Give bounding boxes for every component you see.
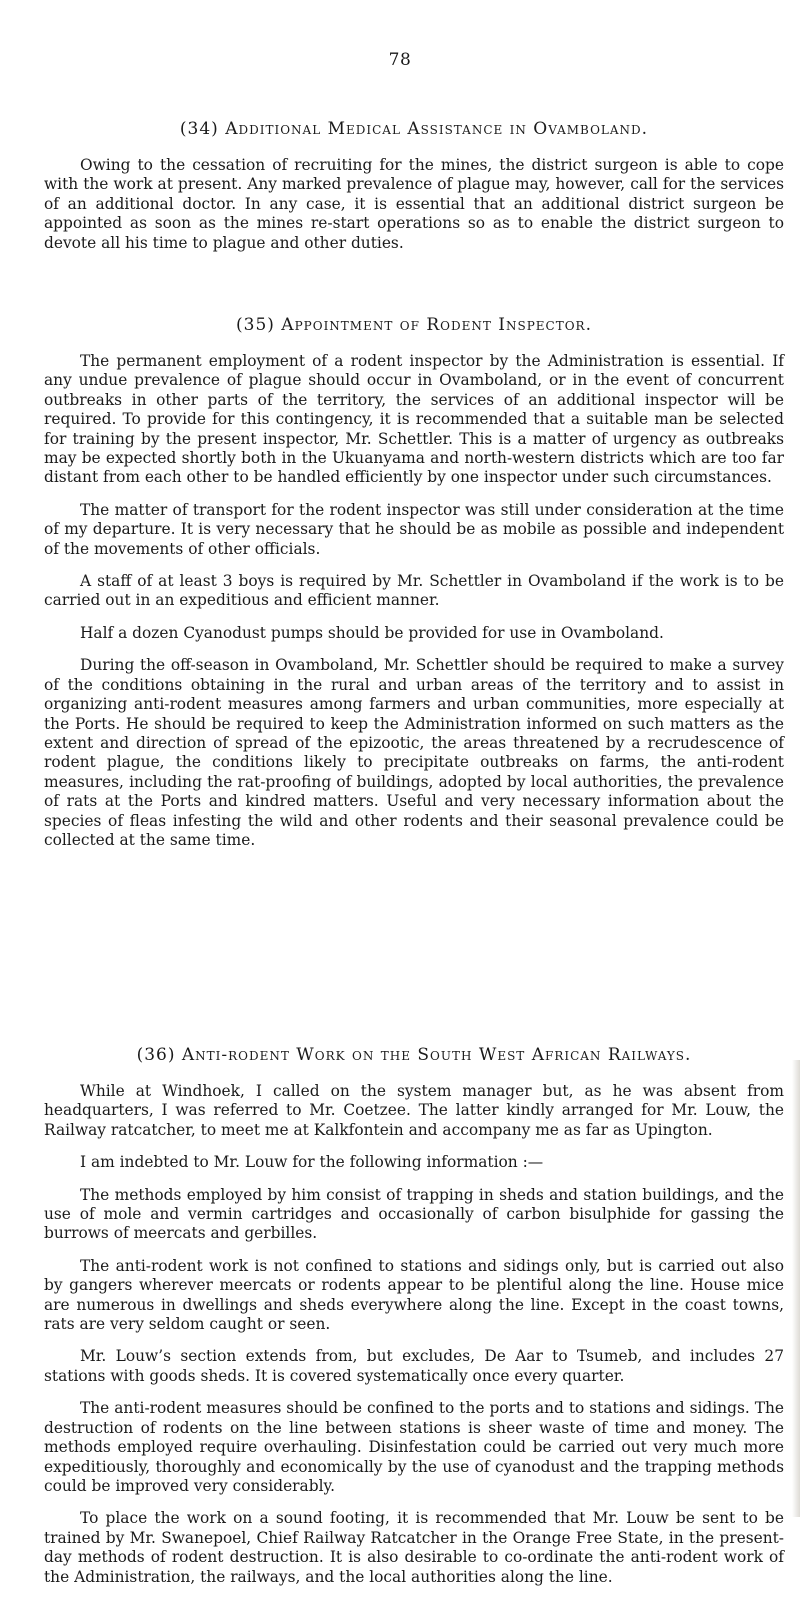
paragraph: While at Windhoek, I called on the system manager but, as he was absent from headquarters, I was referred to Mr. Coetzee. The latter kindly arranged for Mr. Louw, the Railway ratcatcher, to meet me at Kalkfontein and accompany me as far as Upington. (44, 1082, 784, 1139)
section-heading: (34) Additional Medical Assistance in Ovamboland. (179, 119, 649, 139)
section-35 (44, 314, 784, 863)
paragraph: The permanent employment of a rodent inspector by the Administration is essential. If any undue prevalence of plague should occur in Ovamboland, or in the event of concurrent outbreaks in other parts of the territory, the services of an additional inspector will be required. To provide for this contingency, it is recommended that a suitable man be selected for training by the present inspector, Mr. Schettler. This is a matter of urgency as outbreaks may be expected shortly both in the Ukuanyama and north-western districts which are too far distant from each other to be handled efficiently by one inspector under such circumstances. (44, 352, 784, 487)
paragraph: A staff of at least 3 boys is required by Mr. Schettler in Ovamboland if the work is to be carried out in an expeditious and efficient manner. (44, 572, 784, 610)
page-edge-shadow (792, 1060, 800, 1517)
paragraph: During the off-season in Ovamboland, Mr. Schettler should be required to make a survey of the conditions obtaining in the rural and urban areas of the territory and to assist in organizing anti-rodent measures among farmers and urban communities, more especially at the Ports. He should be required to keep the Administration informed on such matters as the extent and direction of spread of the epizootic, the areas threatened by a recrudescence of rodent plague, the conditions likely to precipitate outbreaks on farms, the anti-rodent measures, including the rat-proofing of buildings, adopted by local authorities, the prevalence of rats at the Ports and kindred matters. Useful and very necessary information about the species of fleas infesting the wild and other rodents and their seasonal prevalence could be collected at the same time. (44, 656, 784, 849)
paragraph: Mr. Louw’s section extends from, but excludes, De Aar to Tsumeb, and includes 27 stations with goods sheds. It is covered systematically once every quarter. (44, 1347, 784, 1385)
paragraph: To place the work on a sound footing, it is recommended that Mr. Louw be sent to be trained by Mr. Swanepoel, Chief Railway Ratcatcher in the Orange Free State, in the present-day methods of rodent destruction. It is also desirable to co-ordinate the anti-rodent work of the Administration, the railways, and the local authorities along the line. (44, 1509, 784, 1586)
paragraph: The methods employed by him consist of trapping in sheds and station buildings, and the use of mole and vermin cartridges and occasionally of carbon bisulphide for gassing the burrows of meercats and gerbilles. (44, 1185, 784, 1243)
paragraph: The anti-rodent work is not confined to stations and sidings only, but is carried out also by gangers wherever meercats or rodents appear to be plentiful along the line. House mice are numerous in dwellings and sheds everywhere along the line. Except in the coast towns, rats are very seldom caught or seen. (44, 1256, 784, 1334)
paragraph: Half a dozen Cyanodust pumps should be provided for use in Ovamboland. (80, 623, 664, 642)
paragraph: I am indebted to Mr. Louw for the following information :— (80, 1153, 544, 1172)
paragraph: Owing to the cessation of recruiting for the mines, the district surgeon is able to cope with the work at present. Any marked prevalence of plague may, however, call for the services of an additional doctor. In any case, it is essential that an additional district surgeon be appointed as soon as the mines re-start operations so as to enable the district surgeon to devote all his time to plague and other duties. (44, 156, 784, 252)
section-heading: (35) Appointment of Rodent Inspector. (236, 315, 592, 335)
paragraph: The matter of transport for the rodent inspector was still under consideration at the time of my departure. It is very necessary that he should be as mobile as possible and independent of the movements of other officials. (44, 500, 784, 558)
section-34 (44, 118, 784, 266)
paragraph: The anti-rodent measures should be confined to the ports and to stations and sidings. The destruction of rodents on the line between stations is sheer waste of time and money. The methods employed require overhauling. Disinfestation could be carried out very much more expeditiously, thoroughly and economically by the use of cyanodust and the trapping methods could be improved very considerably. (44, 1399, 784, 1495)
section-heading: (36) Anti-rodent Work on the South West African Railways. (136, 1045, 692, 1065)
page-number: 78 (388, 50, 412, 70)
